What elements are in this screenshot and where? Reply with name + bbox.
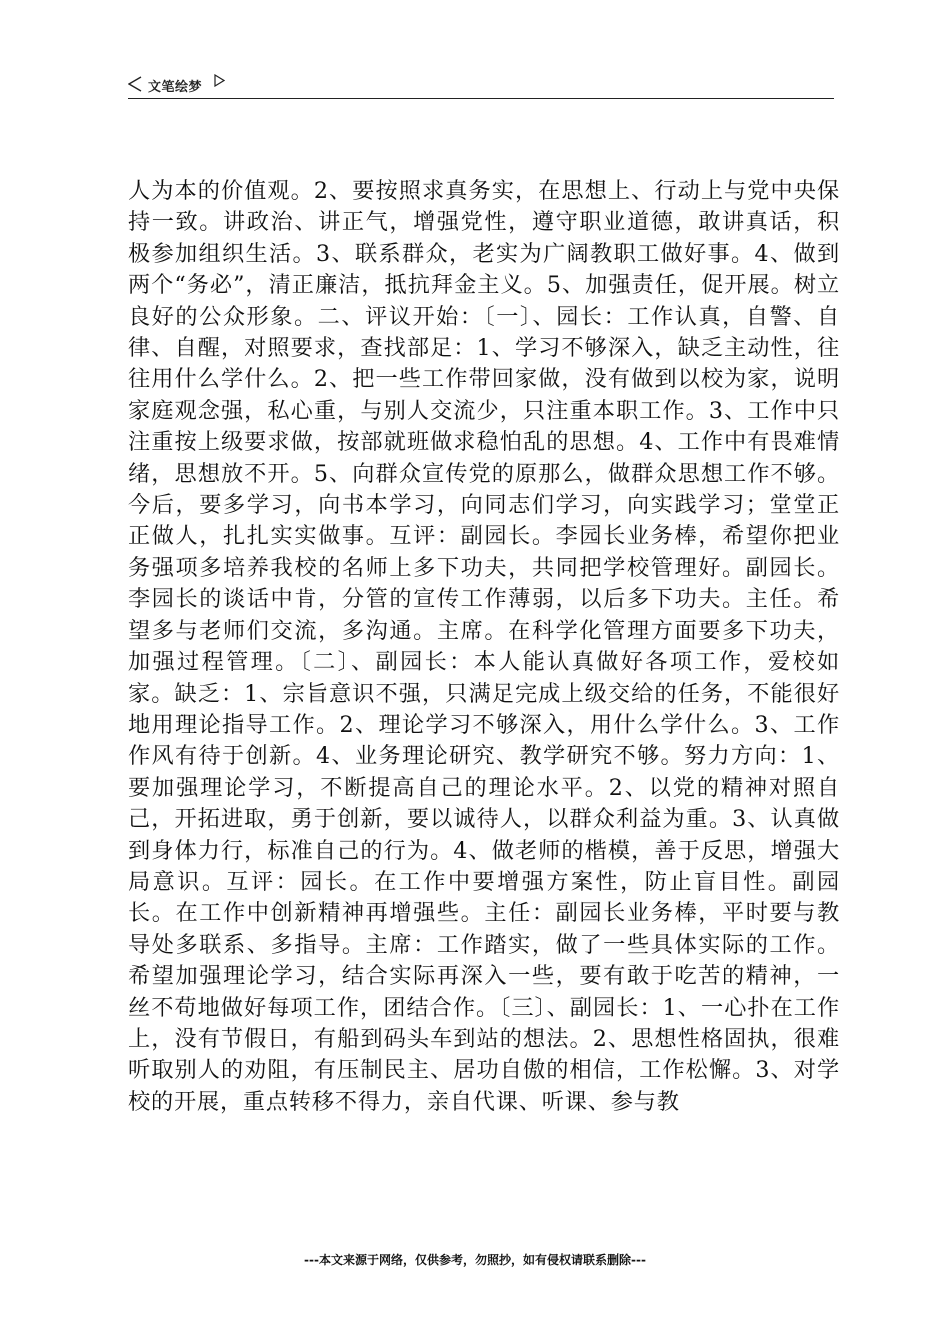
document-body-text: 人为本的价值观。2、要按照求真务实，在思想上、行动上与党中央保持一致。讲政治、讲正气，增强党性，遵守职业道德，敢讲真话，积极参加组织生活。3、联系群众，老实为广阔教职工做好事。4、做到两个“务必”，清正廉洁，抵抗拜金主义。5、加强责任，促开展。树立良好的公众形象。二、评议开始：〔一〕、园长：工作认真，自警、自律、自醒，对照要求，查找部足：1、学习不够深入，缺乏主动性，往往用什么学什么。2、把一些工作带回家做，没有做到以校为家，说明家庭观念强，私心重，与别人交流少，只注重本职工作。3、工作中只注重按上级要求做，按部就班做求稳怕乱的思想。4、工作中有畏难情绪，思想放不开。5、向群众宣传党的原那么，做群众思想工作不够。今后，要多学习，向书本学习，向同志们学习，向实践学习；堂堂正正做人，扎扎实实做事。互评：副园长。李园长业务棒，希望你把业务强项多培养我校的名师上多下功夫，共同把学校管理好。副园长。李园长的谈话中肯，分管的宣传工作薄弱，以后多下功夫。主任。希望多与老师们交流，多沟通。主席。在科学化管理方面要多下功夫，加强过程管理。〔二〕、副园长：本人能认真做好各项工作，爱校如家。缺乏：1、宗旨意识不强，只满足完成上级交给的任务，不能很好地用理论指导工作。2、理论学习不够深入，用什么学什么。3、工作作风有待于创新。4、业务理论研究、教学研究不够。努力方向：1、要加强理论学习，不断提高自己的理论水平。2、以党的精神对照自己，开拓进取，勇于创新，要以诚待人，以群众利益为重。3、认真做到身体力行，标准自己的行为。4、做老师的楷模，善于反思，增强大局意识。互评：园长。在工作中要增强方案性，防止盲目性。副园长。在工作中创新精神再增强些。主任：副园长业务棒，平时要与教导处多联系、多指导。主席：工作踏实，做了一些具体实际的工作。希望加强理论学习，结合实际再深入一些，要有敢于吃苦的精神，一丝不苟地做好每项工作，团结合作。〔三〕、副园长：1、一心扑在工作上，没有节假日，有船到码头车到站的想法。2、思想性格固执，很难听取别人的劝阻，有压制民主、居功自傲的相信，工作松懈。3、对学校的开展，重点转移不得力，亲自代课、听课、参与教 [128,178,840,1115]
left-triangle-icon [128,76,142,92]
right-triangle-icon [214,74,225,87]
header-title: 文笔绘梦 [148,80,203,95]
page-footer: ---本文来源于网络，仅供参考，勿照抄，如有侵权请联系删除--- [304,1253,646,1267]
page-header [128,74,834,99]
